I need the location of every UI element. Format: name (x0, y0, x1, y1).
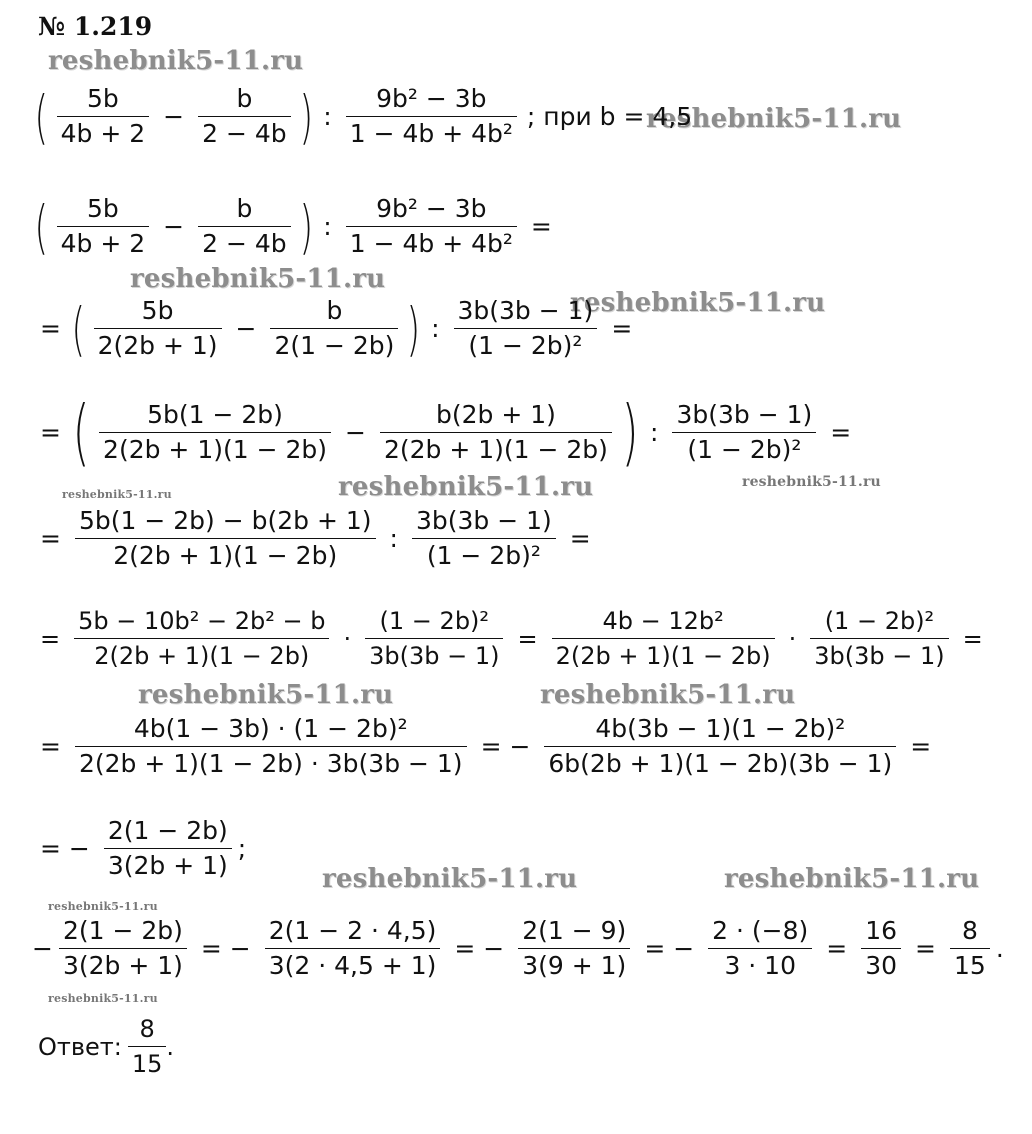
condition-text: ; при b = 4,5 (526, 102, 693, 131)
fraction: $\frac{2(1 - 2b)}{3(2b + 1)}$ (59, 914, 187, 983)
fraction: $\frac{\text{4b − 12b²}}{2(2b + 1)(1 - 2b)}$ (552, 604, 775, 673)
fraction: $\frac{\text{9b² − 3b}}{\text{1 − 4b + 4b²}}$ (346, 82, 517, 151)
fraction: $\frac{2 \cdot (-8)}{3 \cdot 10}$ (708, 914, 812, 983)
fraction: $\frac{3b(3b - 1)}{\text{(1 − 2b)²}}$ (672, 398, 816, 467)
fraction: $\frac{16}{30}$ (861, 914, 901, 983)
watermark: reshebnik5-11.ru (338, 472, 594, 502)
fraction: $\frac{5b}{2(2b + 1)}$ (94, 294, 222, 363)
fraction: $\frac{5b}{4b + 2}$ (57, 192, 150, 261)
fraction: $\frac{5b}{4b + 2}$ (57, 82, 150, 151)
watermark: reshebnik5-11.ru (742, 474, 881, 490)
given-expression: ( $\frac{5b}{4b + 2}$ − $\frac{b}{2 - 4b}$ ) : $\frac{\text{9b² − 3b}}{\text{1 − 4b + 4b²}}$ ; при b = 4,5 (34, 82, 693, 151)
watermark: reshebnik5-11.ru (540, 680, 796, 710)
fraction: $\frac{\text{4b(1 − 3b) · (1 − 2b)²}}{2(2b + 1)(1 - 2b) \cdot 3b(3b - 1)}$ (75, 712, 467, 781)
solution-step-5: = $\frac{\text{5b − 10b² − 2b² − b}}{2(2b + 1)(1 - 2b)}$ · $\frac{\text{(1 − 2b)²}}{3b(3b - 1)}$ = $\frac{\text{4b − 12b²}}{2(2b + 1)(1 - 2b)}$ · $\frac{\text{(1 − 2b)²}}{3b(3b - 1)}$ = (32, 604, 991, 673)
watermark: reshebnik5-11.ru (646, 104, 902, 134)
watermark: reshebnik5-11.ru (322, 864, 578, 894)
fraction: $\frac{2(1 - 2 \cdot 4,5)}{3(2 \cdot 4,5 + 1)}$ (265, 914, 441, 983)
fraction: $\frac{3b(3b - 1)}{\text{(1 − 2b)²}}$ (454, 294, 598, 363)
fraction: $\frac{5b(1 - 2b) - b(2b + 1)}{2(2b + 1)(1 - 2b)}$ (75, 504, 376, 573)
fraction: $\frac{\text{5b − 10b² − 2b² − b}}{2(2b + 1)(1 - 2b)}$ (74, 604, 329, 673)
solution-step-4: = $\frac{5b(1 - 2b) - b(2b + 1)}{2(2b + 1)(1 - 2b)}$ : $\frac{3b(3b - 1)}{\text{(1 − 2b)²}}$ = (32, 504, 599, 573)
watermark: reshebnik5-11.ru (62, 488, 172, 501)
answer-label: Ответ: (38, 1032, 122, 1061)
fraction: $\frac{2(1 - 2b)}{3(2b + 1)}$ (104, 814, 232, 883)
fraction: $\frac{b}{2 - 4b}$ (198, 82, 291, 151)
solution-step-1: ( $\frac{5b}{4b + 2}$ − $\frac{b}{2 - 4b}$ ) : $\frac{\text{9b² − 3b}}{\text{1 − 4b + 4b²}}$ = (34, 192, 552, 261)
fraction: $\frac{5b(1 - 2b)}{2(2b + 1)(1 - 2b)}$ (99, 398, 331, 467)
watermark: reshebnik5-11.ru (724, 864, 980, 894)
solution-step-6: = $\frac{\text{4b(1 − 3b) · (1 − 2b)²}}{2(2b + 1)(1 - 2b) \cdot 3b(3b - 1)}$ = − $\frac{\text{4b(3b − 1)(1 − 2b)²}}{6b(2b + 1)(1 - 2b)(3b - 1)}$ = (32, 712, 939, 781)
fraction: $\frac{\text{4b(3b − 1)(1 − 2b)²}}{6b(2b + 1)(1 - 2b)(3b - 1)}$ (544, 712, 896, 781)
solution-step-2: = ( $\frac{5b}{2(2b + 1)}$ − $\frac{b}{2(1 - 2b)}$ ) : $\frac{3b(3b - 1)}{\text{(1 − 2b)²}}$ = (40, 294, 633, 363)
solution-step-7: = − $\frac{2(1 - 2b)}{3(2b + 1)}$ ; (32, 814, 246, 883)
fraction: $\frac{8}{15}$ (950, 914, 990, 983)
fraction: $\frac{b}{2(1 - 2b)}$ (270, 294, 398, 363)
answer: Ответ: $\frac{8}{15}$ . (38, 1012, 174, 1081)
watermark: reshebnik5-11.ru (138, 680, 394, 710)
watermark: reshebnik5-11.ru (48, 46, 304, 76)
solution-step-3: = ( $\frac{5b(1 - 2b)}{2(2b + 1)(1 - 2b)}$ − $\frac{b(2b + 1)}{2(2b + 1)(1 - 2b)}$ ) : $\frac{3b(3b - 1)}{\text{(1 − 2b)²}}$ = (40, 390, 852, 474)
fraction: $\frac{\text{(1 − 2b)²}}{3b(3b - 1)}$ (810, 604, 948, 673)
watermark: reshebnik5-11.ru (48, 992, 158, 1005)
fraction: $\frac{\text{(1 − 2b)²}}{3b(3b - 1)}$ (365, 604, 503, 673)
fraction: $\frac{b}{2 - 4b}$ (198, 192, 291, 261)
fraction: $\frac{b(2b + 1)}{2(2b + 1)(1 - 2b)}$ (380, 398, 612, 467)
watermark: reshebnik5-11.ru (48, 900, 158, 913)
problem-number: № 1.219 (38, 12, 153, 41)
watermark: reshebnik5-11.ru (130, 264, 386, 294)
fraction: $\frac{3b(3b - 1)}{\text{(1 − 2b)²}}$ (412, 504, 556, 573)
answer-fraction: $\frac{8}{15}$ (128, 1012, 167, 1081)
fraction: $\frac{2(1 - 9)}{3(9 + 1)}$ (518, 914, 630, 983)
watermark: reshebnik5-11.ru (570, 288, 826, 318)
solution-step-8: − $\frac{2(1 - 2b)}{3(2b + 1)}$ = − $\frac{2(1 - 2 \cdot 4,5)}{3(2 \cdot 4,5 + 1)}$ = − $\frac{2(1 - 9)}{3(9 + 1)}$ = − $\frac{2 \cdot (-8)}{3 \cdot 10}$ = $\frac{16}{30}$ = $\frac{8}{15}$ . (32, 914, 1004, 983)
fraction: $\frac{\text{9b² − 3b}}{\text{1 − 4b + 4b²}}$ (346, 192, 517, 261)
